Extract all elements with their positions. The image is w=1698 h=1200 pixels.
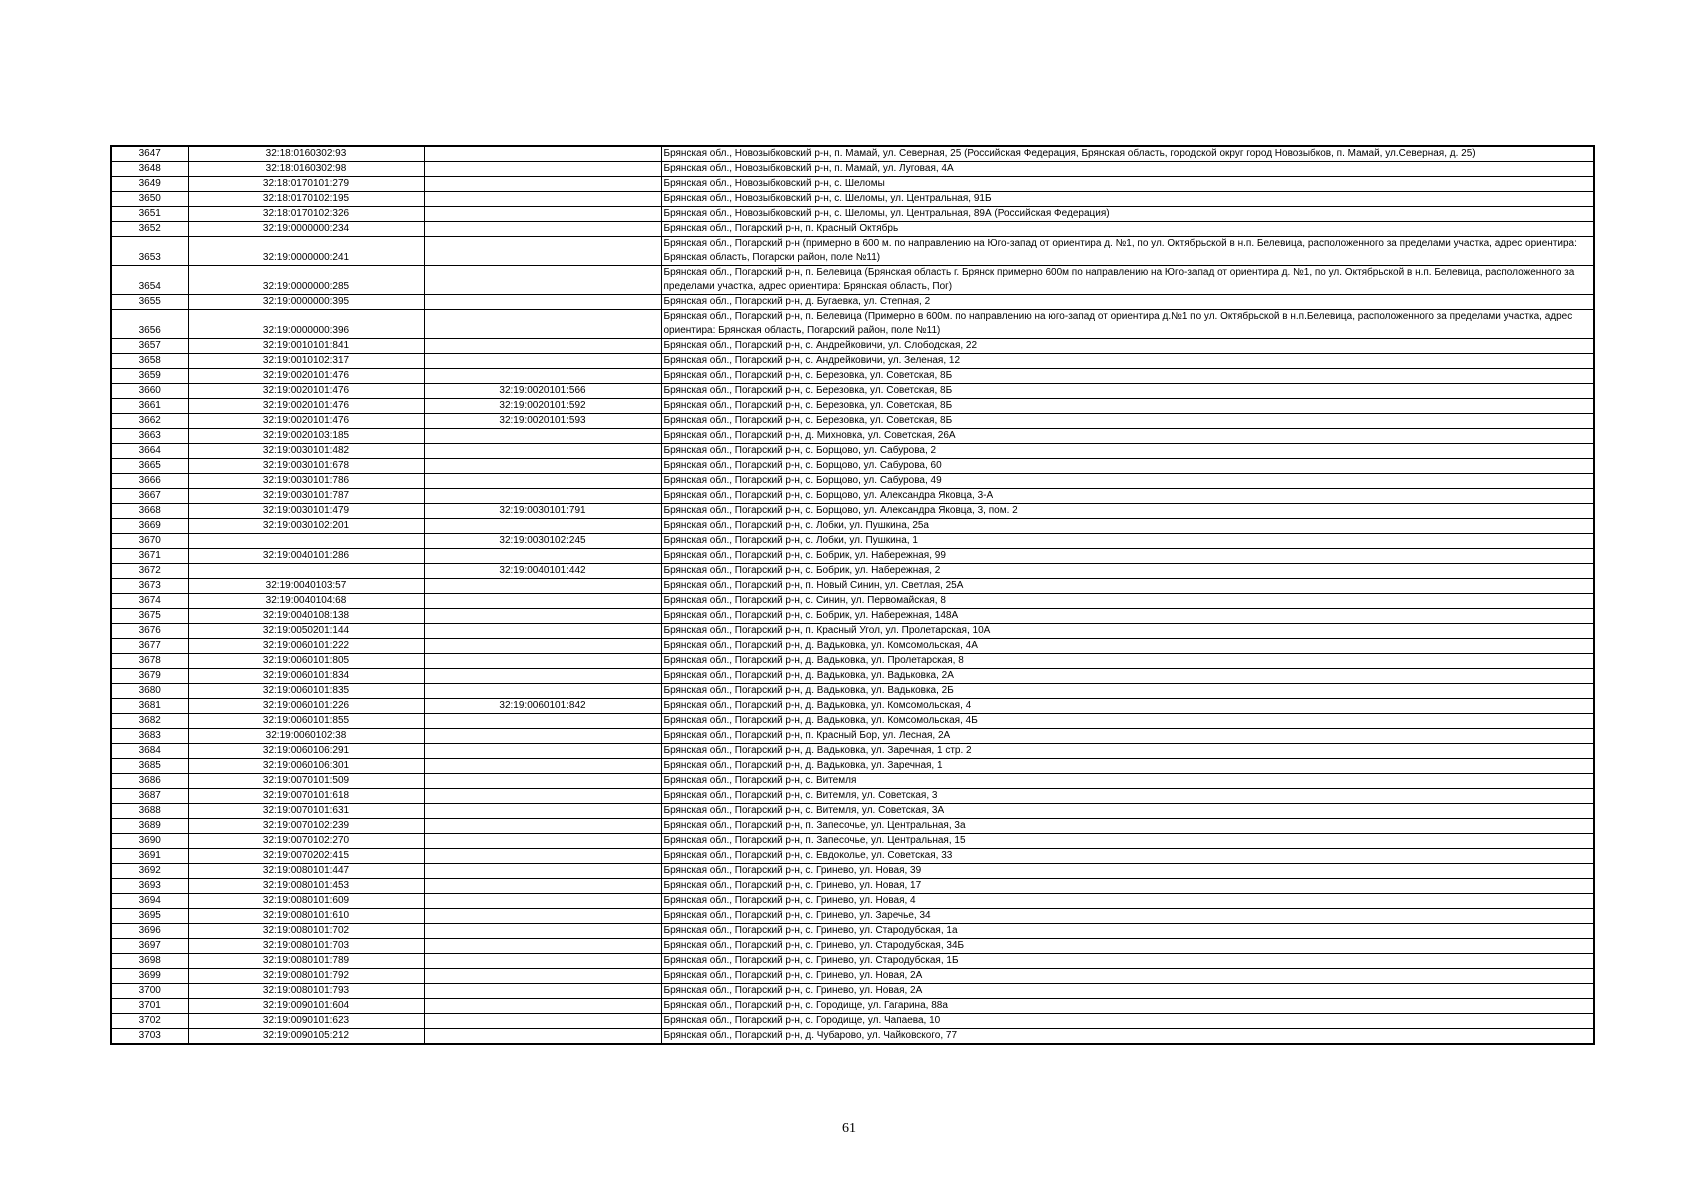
linked-cadastral-number-cell xyxy=(424,579,661,594)
address-cell: Брянская обл., Погарский р-н, с. Гринево, ул. Новая, 39 xyxy=(661,864,1594,879)
cadastral-number-cell xyxy=(188,534,424,549)
address-cell: Брянская обл., Погарский р-н, с. Березовка, ул. Советская, 8Б xyxy=(661,399,1594,414)
row-number-cell: 3650 xyxy=(111,192,188,207)
cadastral-number-cell: 32:19:0010101:841 xyxy=(188,339,424,354)
linked-cadastral-number-cell: 32:19:0060101:842 xyxy=(424,699,661,714)
linked-cadastral-number-cell xyxy=(424,669,661,684)
row-number-cell: 3666 xyxy=(111,474,188,489)
linked-cadastral-number-cell xyxy=(424,177,661,192)
linked-cadastral-number-cell: 32:19:0020101:566 xyxy=(424,384,661,399)
address-cell: Брянская обл., Погарский р-н, д. Чубарово, ул. Чайковского, 77 xyxy=(661,1029,1594,1045)
linked-cadastral-number-cell xyxy=(424,729,661,744)
address-cell: Брянская обл., Погарский р-н, с. Андрейковичи, ул. Слободская, 22 xyxy=(661,339,1594,354)
linked-cadastral-number-cell: 32:19:0030102:245 xyxy=(424,534,661,549)
table-row xyxy=(111,564,1594,579)
linked-cadastral-number-cell xyxy=(424,984,661,999)
row-number-cell: 3671 xyxy=(111,549,188,564)
linked-cadastral-number-cell xyxy=(424,519,661,534)
row-number-cell: 3677 xyxy=(111,639,188,654)
cadastral-number-cell: 32:19:0030102:201 xyxy=(188,519,424,534)
cadastral-number-cell: 32:19:0020103:185 xyxy=(188,429,424,444)
row-number-cell: 3686 xyxy=(111,774,188,789)
row-number-cell: 3690 xyxy=(111,834,188,849)
linked-cadastral-number-cell xyxy=(424,222,661,237)
cadastral-number-cell: 32:19:0060101:222 xyxy=(188,639,424,654)
linked-cadastral-number-cell xyxy=(424,1014,661,1029)
table-row xyxy=(111,579,1594,594)
table-row xyxy=(111,444,1594,459)
table-row xyxy=(111,849,1594,864)
address-cell: Брянская обл., Погарский р-н, с. Витемля, ул. Советская, 3А xyxy=(661,804,1594,819)
row-number-cell: 3662 xyxy=(111,414,188,429)
address-cell: Брянская обл., Погарский р-н, с. Андрейковичи, ул. Зеленая, 12 xyxy=(661,354,1594,369)
cadastral-number-cell: 32:19:0020101:476 xyxy=(188,369,424,384)
cadastral-number-cell: 32:19:0080101:702 xyxy=(188,924,424,939)
table-row xyxy=(111,819,1594,834)
table-row xyxy=(111,954,1594,969)
cadastral-number-cell: 32:19:0020101:476 xyxy=(188,384,424,399)
address-cell: Брянская обл., Погарский р-н, с. Городище, ул. Гагарина, 88а xyxy=(661,999,1594,1014)
address-cell: Брянская обл., Погарский р-н, д. Вадьковка, ул. Вадьковка, 2Б xyxy=(661,684,1594,699)
table-row xyxy=(111,519,1594,534)
address-cell: Брянская обл., Погарский р-н, п. Запесочье, ул. Центральная, 3а xyxy=(661,819,1594,834)
linked-cadastral-number-cell xyxy=(424,849,661,864)
address-cell: Брянская обл., Погарский р-н, с. Борщово, ул. Сабурова, 60 xyxy=(661,459,1594,474)
cadastral-number-cell: 32:19:0030101:678 xyxy=(188,459,424,474)
cadastral-number-cell: 32:19:0090101:604 xyxy=(188,999,424,1014)
linked-cadastral-number-cell xyxy=(424,819,661,834)
linked-cadastral-number-cell xyxy=(424,459,661,474)
address-cell: Брянская обл., Погарский р-н, с. Гринево, ул. Стародубская, 1Б xyxy=(661,954,1594,969)
row-number-cell: 3685 xyxy=(111,759,188,774)
table-row xyxy=(111,369,1594,384)
cadastral-number-cell: 32:19:0030101:786 xyxy=(188,474,424,489)
linked-cadastral-number-cell xyxy=(424,939,661,954)
row-number-cell: 3698 xyxy=(111,954,188,969)
cadastral-number-cell: 32:19:0040104:68 xyxy=(188,594,424,609)
table-row xyxy=(111,729,1594,744)
address-cell: Брянская обл., Новозыбковский р-н, п. Мамай, ул. Луговая, 4А xyxy=(661,162,1594,177)
cadastral-number-cell: 32:19:0070102:270 xyxy=(188,834,424,849)
row-number-cell: 3675 xyxy=(111,609,188,624)
table-row xyxy=(111,354,1594,369)
cadastral-number-cell: 32:19:0080101:610 xyxy=(188,909,424,924)
cadastral-number-cell: 32:19:0020101:476 xyxy=(188,399,424,414)
row-number-cell: 3676 xyxy=(111,624,188,639)
row-number-cell: 3703 xyxy=(111,1029,188,1045)
linked-cadastral-number-cell xyxy=(424,639,661,654)
linked-cadastral-number-cell xyxy=(424,864,661,879)
table-row xyxy=(111,594,1594,609)
linked-cadastral-number-cell xyxy=(424,909,661,924)
page-number: 61 xyxy=(842,1121,856,1136)
row-number-cell: 3687 xyxy=(111,789,188,804)
row-number-cell: 3668 xyxy=(111,504,188,519)
address-cell: Брянская обл., Погарский р-н, с. Синин, ул. Первомайская, 8 xyxy=(661,594,1594,609)
cadastral-number-cell: 32:19:0090101:623 xyxy=(188,1014,424,1029)
cadastral-number-cell: 32:19:0000000:285 xyxy=(188,266,424,295)
cadastral-number-cell: 32:18:0170102:326 xyxy=(188,207,424,222)
table-row xyxy=(111,474,1594,489)
address-cell: Брянская обл., Погарский р-н, с. Борщово, ул. Сабурова, 49 xyxy=(661,474,1594,489)
linked-cadastral-number-cell xyxy=(424,444,661,459)
cadastral-number-cell: 32:19:0030101:787 xyxy=(188,489,424,504)
linked-cadastral-number-cell xyxy=(424,192,661,207)
row-number-cell: 3694 xyxy=(111,894,188,909)
row-number-cell: 3699 xyxy=(111,969,188,984)
row-number-cell: 3674 xyxy=(111,594,188,609)
linked-cadastral-number-cell: 32:19:0020101:592 xyxy=(424,399,661,414)
registry-table-body xyxy=(111,146,1594,1044)
row-number-cell: 3658 xyxy=(111,354,188,369)
cadastral-number-cell: 32:18:0160302:93 xyxy=(188,146,424,162)
row-number-cell: 3659 xyxy=(111,369,188,384)
cadastral-number-cell: 32:19:0000000:395 xyxy=(188,295,424,310)
linked-cadastral-number-cell xyxy=(424,162,661,177)
cadastral-number-cell: 32:19:0090105:212 xyxy=(188,1029,424,1045)
address-cell: Брянская обл., Новозыбковский р-н, п. Мамай, ул. Северная, 25 (Российская Федерация, Брянская область, городской округ город Новозыбков, п. Мамай, ул.Северная, д. 25) xyxy=(661,146,1594,162)
linked-cadastral-number-cell xyxy=(424,266,661,295)
row-number-cell: 3660 xyxy=(111,384,188,399)
registry-table xyxy=(110,145,1595,1045)
table-row xyxy=(111,879,1594,894)
address-cell: Брянская обл., Погарский р-н, с. Лобки, ул. Пушкина, 25а xyxy=(661,519,1594,534)
cadastral-number-cell xyxy=(188,564,424,579)
row-number-cell: 3648 xyxy=(111,162,188,177)
cadastral-number-cell: 32:19:0070101:631 xyxy=(188,804,424,819)
linked-cadastral-number-cell xyxy=(424,834,661,849)
table-row xyxy=(111,924,1594,939)
address-cell: Брянская обл., Новозыбковский р-н, с. Шеломы xyxy=(661,177,1594,192)
linked-cadastral-number-cell xyxy=(424,207,661,222)
table-row xyxy=(111,146,1594,162)
address-cell: Брянская обл., Погарский р-н, с. Бобрик, ул. Набережная, 2 xyxy=(661,564,1594,579)
cadastral-number-cell: 32:18:0170101:279 xyxy=(188,177,424,192)
address-cell: Брянская обл., Погарский р-н, п. Красный Октябрь xyxy=(661,222,1594,237)
row-number-cell: 3681 xyxy=(111,699,188,714)
address-cell: Брянская обл., Погарский р-н, с. Бобрик, ул. Набережная, 99 xyxy=(661,549,1594,564)
linked-cadastral-number-cell xyxy=(424,354,661,369)
address-cell: Брянская обл., Погарский р-н, с. Бобрик, ул. Набережная, 148А xyxy=(661,609,1594,624)
row-number-cell: 3688 xyxy=(111,804,188,819)
row-number-cell: 3651 xyxy=(111,207,188,222)
cadastral-number-cell: 32:19:0040108:138 xyxy=(188,609,424,624)
table-row xyxy=(111,669,1594,684)
table-row xyxy=(111,639,1594,654)
linked-cadastral-number-cell xyxy=(424,1029,661,1045)
table-row xyxy=(111,162,1594,177)
table-row xyxy=(111,237,1594,266)
table-row xyxy=(111,654,1594,669)
address-cell: Брянская обл., Погарский р-н, с. Березовка, ул. Советская, 8Б xyxy=(661,369,1594,384)
linked-cadastral-number-cell xyxy=(424,237,661,266)
table-row xyxy=(111,384,1594,399)
linked-cadastral-number-cell xyxy=(424,879,661,894)
row-number-cell: 3654 xyxy=(111,266,188,295)
cadastral-number-cell: 32:19:0060101:834 xyxy=(188,669,424,684)
table-row xyxy=(111,759,1594,774)
linked-cadastral-number-cell xyxy=(424,894,661,909)
linked-cadastral-number-cell: 32:19:0030101:791 xyxy=(424,504,661,519)
row-number-cell: 3663 xyxy=(111,429,188,444)
linked-cadastral-number-cell xyxy=(424,684,661,699)
linked-cadastral-number-cell xyxy=(424,146,661,162)
table-row xyxy=(111,609,1594,624)
linked-cadastral-number-cell xyxy=(424,789,661,804)
table-row xyxy=(111,744,1594,759)
row-number-cell: 3682 xyxy=(111,714,188,729)
address-cell: Брянская обл., Погарский р-н, с. Борщово, ул. Александра Яковца, 3-А xyxy=(661,489,1594,504)
row-number-cell: 3665 xyxy=(111,459,188,474)
linked-cadastral-number-cell xyxy=(424,924,661,939)
table-row xyxy=(111,192,1594,207)
table-row xyxy=(111,399,1594,414)
table-row xyxy=(111,310,1594,339)
linked-cadastral-number-cell xyxy=(424,429,661,444)
row-number-cell: 3652 xyxy=(111,222,188,237)
cadastral-number-cell: 32:19:0060101:805 xyxy=(188,654,424,669)
row-number-cell: 3689 xyxy=(111,819,188,834)
address-cell: Брянская обл., Погарский р-н, п. Красный Угол, ул. Пролетарская, 10А xyxy=(661,624,1594,639)
cadastral-number-cell: 32:19:0080101:792 xyxy=(188,969,424,984)
table-row xyxy=(111,295,1594,310)
table-row xyxy=(111,834,1594,849)
linked-cadastral-number-cell xyxy=(424,474,661,489)
linked-cadastral-number-cell xyxy=(424,594,661,609)
linked-cadastral-number-cell xyxy=(424,339,661,354)
cadastral-number-cell: 32:19:0030101:479 xyxy=(188,504,424,519)
table-row xyxy=(111,534,1594,549)
cadastral-number-cell: 32:19:0060101:835 xyxy=(188,684,424,699)
table-row xyxy=(111,1014,1594,1029)
address-cell: Брянская обл., Погарский р-н, с. Гринево, ул. Заречье, 34 xyxy=(661,909,1594,924)
address-cell: Брянская обл., Погарский р-н, с. Гринево, ул. Новая, 2А xyxy=(661,969,1594,984)
table-row xyxy=(111,1029,1594,1045)
linked-cadastral-number-cell xyxy=(424,759,661,774)
address-cell: Брянская обл., Погарский р-н, д. Вадьковка, ул. Заречная, 1 xyxy=(661,759,1594,774)
address-cell: Брянская обл., Погарский р-н, д. Вадьковка, ул. Комсомольская, 4Б xyxy=(661,714,1594,729)
row-number-cell: 3656 xyxy=(111,310,188,339)
address-cell: Брянская обл., Погарский р-н, п. Новый Синин, ул. Светлая, 25А xyxy=(661,579,1594,594)
table-row xyxy=(111,939,1594,954)
table-row xyxy=(111,909,1594,924)
row-number-cell: 3673 xyxy=(111,579,188,594)
address-cell: Брянская обл., Новозыбковский р-н, с. Шеломы, ул. Центральная, 91Б xyxy=(661,192,1594,207)
row-number-cell: 3669 xyxy=(111,519,188,534)
row-number-cell: 3657 xyxy=(111,339,188,354)
address-cell: Брянская обл., Погарский р-н, с. Лобки, ул. Пушкина, 1 xyxy=(661,534,1594,549)
address-cell: Брянская обл., Погарский р-н, п. Белевица (Брянская область г. Брянск примерно 600м по направлению на Юго-запад от ориентира д. №1, по ул. Октябрьской в н.п. Белевица, расположенного за пределами участка, адрес ориентира: Брянская область, Пог) xyxy=(661,266,1594,295)
row-number-cell: 3701 xyxy=(111,999,188,1014)
row-number-cell: 3647 xyxy=(111,146,188,162)
address-cell: Брянская обл., Погарский р-н, п. Белевица (Примерно в 600м. по направлению на юго-запад от ориентира д.№1 по ул. Октябрьской в н.п.Белевица, расположенного за пределами участка, адрес ориентира: Брянская область, Погарский район, поле №11) xyxy=(661,310,1594,339)
table-row xyxy=(111,489,1594,504)
row-number-cell: 3702 xyxy=(111,1014,188,1029)
linked-cadastral-number-cell xyxy=(424,744,661,759)
cadastral-number-cell: 32:19:0060106:291 xyxy=(188,744,424,759)
row-number-cell: 3678 xyxy=(111,654,188,669)
address-cell: Брянская обл., Погарский р-н, п. Красный Бор, ул. Лесная, 2А xyxy=(661,729,1594,744)
table-row xyxy=(111,177,1594,192)
row-number-cell: 3649 xyxy=(111,177,188,192)
linked-cadastral-number-cell xyxy=(424,774,661,789)
table-row xyxy=(111,414,1594,429)
address-cell: Брянская обл., Новозыбковский р-н, с. Шеломы, ул. Центральная, 89А (Российская Федерация) xyxy=(661,207,1594,222)
address-cell: Брянская обл., Погарский р-н, д. Михновка, ул. Советская, 26А xyxy=(661,429,1594,444)
address-cell: Брянская обл., Погарский р-н, д. Бугаевка, ул. Степная, 2 xyxy=(661,295,1594,310)
linked-cadastral-number-cell xyxy=(424,969,661,984)
cadastral-number-cell: 32:18:0170102:195 xyxy=(188,192,424,207)
row-number-cell: 3664 xyxy=(111,444,188,459)
cadastral-number-cell: 32:19:0080101:793 xyxy=(188,984,424,999)
cadastral-number-cell: 32:19:0050201:144 xyxy=(188,624,424,639)
table-row xyxy=(111,684,1594,699)
address-cell: Брянская обл., Погарский р-н, с. Борщово, ул. Александра Яковца, 3, пом. 2 xyxy=(661,504,1594,519)
table-row xyxy=(111,864,1594,879)
cadastral-number-cell: 32:19:0080101:609 xyxy=(188,894,424,909)
address-cell: Брянская обл., Погарский р-н, с. Городище, ул. Чапаева, 10 xyxy=(661,1014,1594,1029)
cadastral-number-cell: 32:19:0060101:226 xyxy=(188,699,424,714)
linked-cadastral-number-cell: 32:19:0020101:593 xyxy=(424,414,661,429)
table-row xyxy=(111,804,1594,819)
address-cell: Брянская обл., Погарский р-н, д. Вадьковка, ул. Заречная, 1 стр. 2 xyxy=(661,744,1594,759)
row-number-cell: 3672 xyxy=(111,564,188,579)
address-cell: Брянская обл., Погарский р-н, с. Гринево, ул. Новая, 2А xyxy=(661,984,1594,999)
cadastral-number-cell: 32:19:0060102:38 xyxy=(188,729,424,744)
cadastral-number-cell: 32:19:0080101:453 xyxy=(188,879,424,894)
linked-cadastral-number-cell xyxy=(424,999,661,1014)
table-row xyxy=(111,207,1594,222)
table-row xyxy=(111,969,1594,984)
table-row xyxy=(111,459,1594,474)
linked-cadastral-number-cell xyxy=(424,310,661,339)
row-number-cell: 3700 xyxy=(111,984,188,999)
address-cell: Брянская обл., Погарский р-н, п. Запесочье, ул. Центральная, 15 xyxy=(661,834,1594,849)
cadastral-number-cell: 32:19:0070101:509 xyxy=(188,774,424,789)
row-number-cell: 3667 xyxy=(111,489,188,504)
address-cell: Брянская обл., Погарский р-н, д. Вадьковка, ул. Пролетарская, 8 xyxy=(661,654,1594,669)
table-row xyxy=(111,339,1594,354)
linked-cadastral-number-cell xyxy=(424,624,661,639)
table-row xyxy=(111,774,1594,789)
row-number-cell: 3696 xyxy=(111,924,188,939)
linked-cadastral-number-cell xyxy=(424,295,661,310)
table-row xyxy=(111,714,1594,729)
row-number-cell: 3683 xyxy=(111,729,188,744)
cadastral-number-cell: 32:19:0080101:789 xyxy=(188,954,424,969)
row-number-cell: 3697 xyxy=(111,939,188,954)
linked-cadastral-number-cell: 32:19:0040101:442 xyxy=(424,564,661,579)
address-cell: Брянская обл., Погарский р-н, д. Вадьковка, ул. Вадьковка, 2А xyxy=(661,669,1594,684)
address-cell: Брянская обл., Погарский р-н, с. Березовка, ул. Советская, 8Б xyxy=(661,414,1594,429)
cadastral-number-cell: 32:19:0040103:57 xyxy=(188,579,424,594)
row-number-cell: 3691 xyxy=(111,849,188,864)
address-cell: Брянская обл., Погарский р-н, с. Гринево, ул. Стародубская, 34Б xyxy=(661,939,1594,954)
address-cell: Брянская обл., Погарский р-н, с. Гринево, ул. Новая, 4 xyxy=(661,894,1594,909)
row-number-cell: 3695 xyxy=(111,909,188,924)
table-row xyxy=(111,222,1594,237)
linked-cadastral-number-cell xyxy=(424,549,661,564)
cadastral-number-cell: 32:19:0070202:415 xyxy=(188,849,424,864)
address-cell: Брянская обл., Погарский р-н, д. Вадьковка, ул. Комсомольская, 4А xyxy=(661,639,1594,654)
cadastral-number-cell: 32:19:0040101:286 xyxy=(188,549,424,564)
address-cell: Брянская обл., Погарский р-н, с. Витемля xyxy=(661,774,1594,789)
address-cell: Брянская обл., Погарский р-н (примерно в 600 м. по направлению на Юго-запад от ориентира д. №1, по ул. Октябрьской в н.п. Белевица, расположенного за пределами участка, адрес ориентира: Брянская область, Погарски район, поле №11) xyxy=(661,237,1594,266)
cadastral-number-cell: 32:19:0030101:482 xyxy=(188,444,424,459)
row-number-cell: 3684 xyxy=(111,744,188,759)
linked-cadastral-number-cell xyxy=(424,609,661,624)
row-number-cell: 3655 xyxy=(111,295,188,310)
cadastral-number-cell: 32:18:0160302:98 xyxy=(188,162,424,177)
row-number-cell: 3692 xyxy=(111,864,188,879)
cadastral-number-cell: 32:19:0070102:239 xyxy=(188,819,424,834)
table-row xyxy=(111,624,1594,639)
linked-cadastral-number-cell xyxy=(424,804,661,819)
cadastral-number-cell: 32:19:0000000:396 xyxy=(188,310,424,339)
address-cell: Брянская обл., Погарский р-н, с. Гринево, ул. Стародубская, 1а xyxy=(661,924,1594,939)
linked-cadastral-number-cell xyxy=(424,654,661,669)
cadastral-number-cell: 32:19:0060106:301 xyxy=(188,759,424,774)
address-cell: Брянская обл., Погарский р-н, с. Борщово, ул. Сабурова, 2 xyxy=(661,444,1594,459)
table-row xyxy=(111,999,1594,1014)
row-number-cell: 3670 xyxy=(111,534,188,549)
cadastral-number-cell: 32:19:0000000:241 xyxy=(188,237,424,266)
table-row xyxy=(111,549,1594,564)
cadastral-number-cell: 32:19:0080101:703 xyxy=(188,939,424,954)
row-number-cell: 3680 xyxy=(111,684,188,699)
table-row xyxy=(111,266,1594,295)
cadastral-number-cell: 32:19:0010102:317 xyxy=(188,354,424,369)
address-cell: Брянская обл., Погарский р-н, с. Евдоколье, ул. Советская, 33 xyxy=(661,849,1594,864)
cadastral-number-cell: 32:19:0020101:476 xyxy=(188,414,424,429)
linked-cadastral-number-cell xyxy=(424,489,661,504)
linked-cadastral-number-cell xyxy=(424,714,661,729)
cadastral-number-cell: 32:19:0060101:855 xyxy=(188,714,424,729)
table-row xyxy=(111,699,1594,714)
table-row xyxy=(111,984,1594,999)
row-number-cell: 3679 xyxy=(111,669,188,684)
row-number-cell: 3693 xyxy=(111,879,188,894)
cadastral-number-cell: 32:19:0080101:447 xyxy=(188,864,424,879)
table-row xyxy=(111,789,1594,804)
address-cell: Брянская обл., Погарский р-н, с. Березовка, ул. Советская, 8Б xyxy=(661,384,1594,399)
address-cell: Брянская обл., Погарский р-н, д. Вадьковка, ул. Комсомольская, 4 xyxy=(661,699,1594,714)
cadastral-number-cell: 32:19:0070101:618 xyxy=(188,789,424,804)
linked-cadastral-number-cell xyxy=(424,954,661,969)
table-row xyxy=(111,429,1594,444)
cadastral-number-cell: 32:19:0000000:234 xyxy=(188,222,424,237)
linked-cadastral-number-cell xyxy=(424,369,661,384)
address-cell: Брянская обл., Погарский р-н, с. Витемля, ул. Советская, 3 xyxy=(661,789,1594,804)
row-number-cell: 3653 xyxy=(111,237,188,266)
table-row xyxy=(111,894,1594,909)
row-number-cell: 3661 xyxy=(111,399,188,414)
table-row xyxy=(111,504,1594,519)
address-cell: Брянская обл., Погарский р-н, с. Гринево, ул. Новая, 17 xyxy=(661,879,1594,894)
